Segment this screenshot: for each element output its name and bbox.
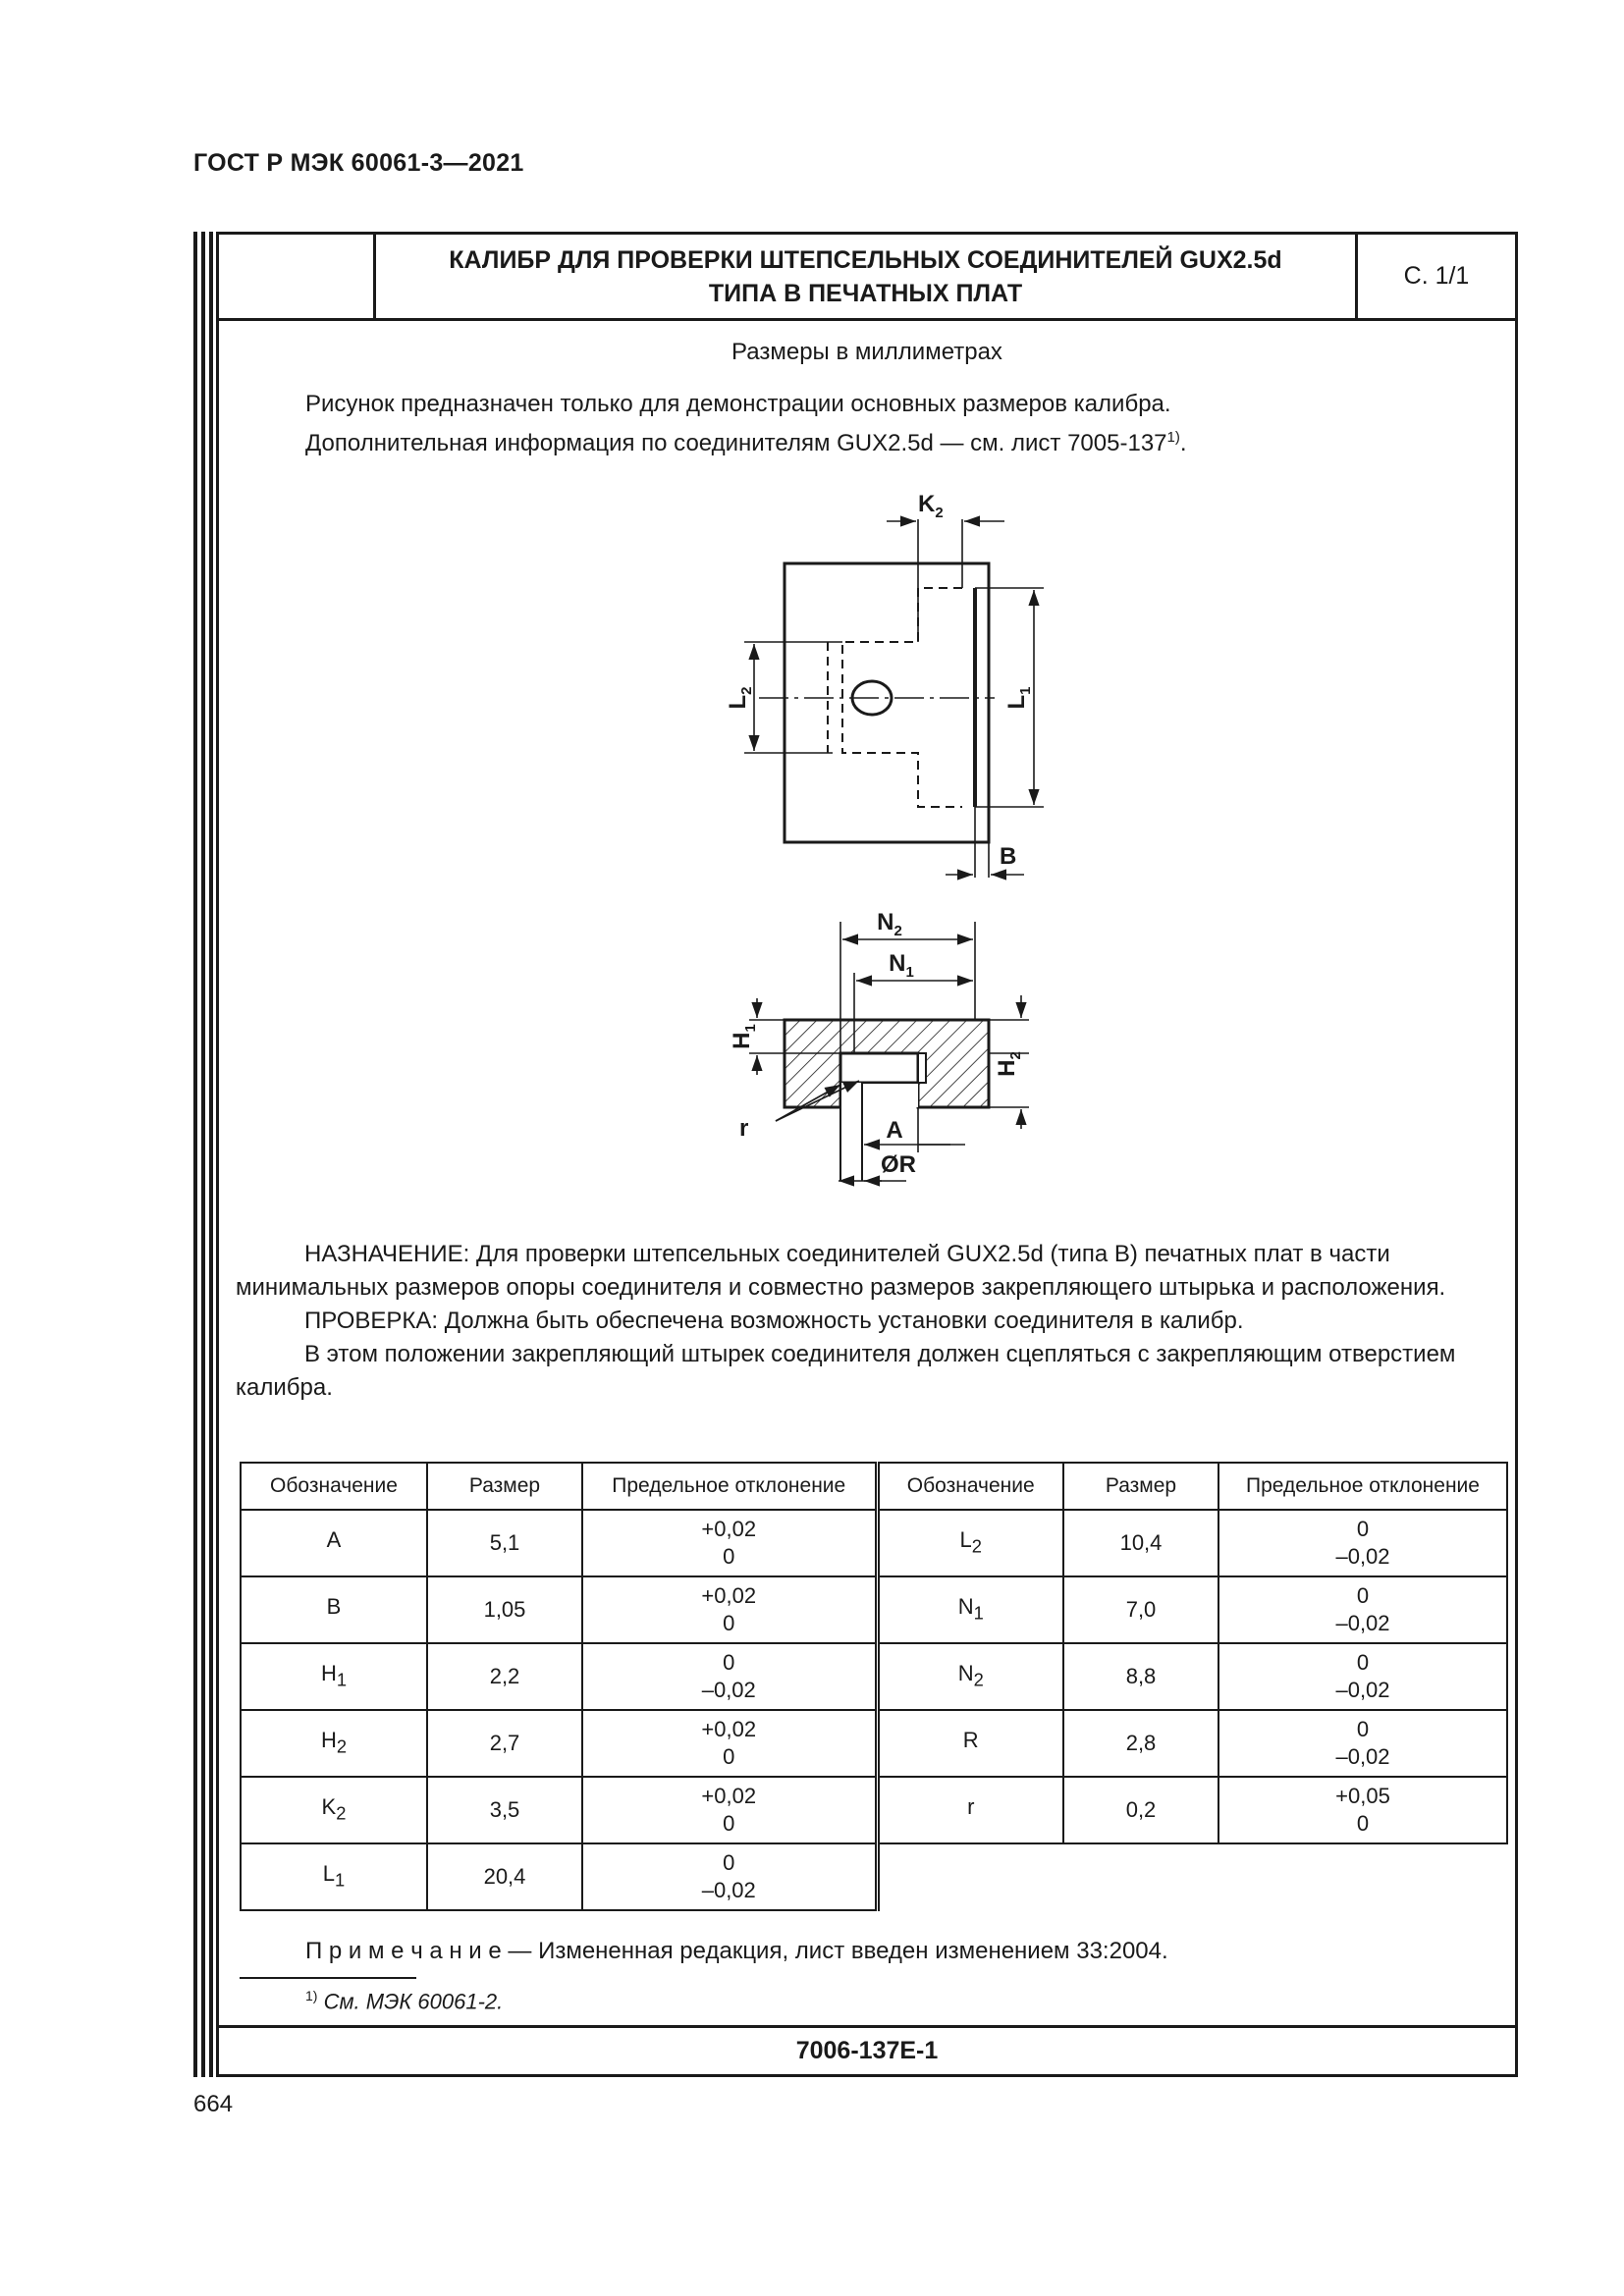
header-designation: Обозначение bbox=[877, 1463, 1063, 1510]
tolerance-cell: +0,02 0 bbox=[582, 1777, 877, 1843]
top-view bbox=[744, 519, 1044, 878]
pocket-cavity bbox=[840, 1053, 918, 1083]
note-label: П р и м е ч а н и е bbox=[305, 1938, 502, 1964]
gauge-body-outline bbox=[785, 563, 989, 842]
footnote-separator bbox=[240, 1977, 416, 1979]
table-row bbox=[241, 1710, 1507, 1777]
label-H1: $H_1$ bbox=[729, 1024, 759, 1049]
designation-cell: R bbox=[877, 1710, 1063, 1777]
page-ref: С. 1/1 bbox=[1403, 262, 1470, 290]
left-margin-bar bbox=[201, 232, 205, 2077]
size-cell: 1,05 bbox=[427, 1576, 582, 1643]
tolerance-cell: +0,05 0 bbox=[1218, 1777, 1507, 1843]
size-cell: 2,8 bbox=[1063, 1710, 1218, 1777]
label-A: A bbox=[886, 1117, 903, 1144]
size-cell: 2,2 bbox=[427, 1643, 582, 1710]
label-L1: $L_1$ bbox=[1003, 686, 1034, 710]
designation-cell: $L_2$ bbox=[877, 1510, 1063, 1576]
title-line-2: ТИПА В ПЕЧАТНЫХ ПЛАТ bbox=[708, 279, 1023, 307]
footnote: $^{1)}$ См. МЭК 60061-2. bbox=[305, 1988, 504, 2014]
label-H2: $H_2$ bbox=[994, 1051, 1024, 1077]
left-margin-bar bbox=[193, 232, 197, 2077]
designation-cell: $N_1$ bbox=[877, 1576, 1063, 1643]
tolerance-cell: 0 –0,02 bbox=[1218, 1576, 1507, 1643]
label-R: ØR bbox=[881, 1151, 916, 1178]
designation-cell: r bbox=[877, 1777, 1063, 1843]
size-cell: 3,5 bbox=[427, 1777, 582, 1843]
footnote-ref: 1) bbox=[1166, 429, 1180, 446]
label-B: B bbox=[1000, 843, 1017, 870]
dimensions-table bbox=[240, 1462, 1508, 1911]
tolerance-cell: +0,02 0 bbox=[582, 1576, 877, 1643]
table-row bbox=[241, 1777, 1507, 1843]
label-r: r bbox=[739, 1115, 749, 1142]
table-header-row bbox=[241, 1463, 1507, 1510]
intro-line-1: Рисунок предназначен только для демонстрации основных размеров калибра. bbox=[305, 391, 1171, 417]
purpose-text bbox=[236, 1238, 1507, 1405]
units-note: Размеры в миллиметрах bbox=[731, 339, 1002, 365]
designation-cell: $H_1$ bbox=[241, 1643, 427, 1710]
gauge-drawing bbox=[219, 235, 1515, 1216]
table-row bbox=[241, 1843, 1507, 1910]
header-designation: Обозначение bbox=[241, 1463, 427, 1510]
label-N1: $N_1$ bbox=[889, 950, 914, 981]
position-paragraph: В этом положении закрепляющий штырек соединителя должен сцепляться с закрепляющим отверстием калибра. bbox=[236, 1341, 1456, 1401]
purpose-paragraph: НАЗНАЧЕНИЕ: Для проверки штепсельных соединителей GUX2.5d (типа B) печатных плат в части минимальных размеров опоры соединителя и совместно размеров закрепляющего штырька и расположения. bbox=[236, 1241, 1446, 1301]
tolerance-cell: 0 –0,02 bbox=[1218, 1643, 1507, 1710]
header-size: Размер bbox=[1063, 1463, 1218, 1510]
tolerance-cell: +0,02 0 bbox=[582, 1710, 877, 1777]
header-size: Размер bbox=[427, 1463, 582, 1510]
note bbox=[305, 1938, 1168, 1965]
tolerance-cell: 0 –0,02 bbox=[582, 1843, 877, 1910]
check-paragraph: ПРОВЕРКА: Должна быть обеспечена возможность установки соединителя в калибр. bbox=[304, 1308, 1244, 1334]
label-N2: $N_2$ bbox=[877, 909, 902, 939]
tolerance-cell: 0 –0,02 bbox=[582, 1643, 877, 1710]
sheet-frame bbox=[216, 232, 1518, 2077]
sheet-code: 7006-137E-1 bbox=[219, 2025, 1515, 2074]
note-text: — Измененная редакция, лист введен изменением 33:2004. bbox=[501, 1938, 1168, 1964]
label-L2: $L_2$ bbox=[725, 686, 755, 710]
size-cell: 0,2 bbox=[1063, 1777, 1218, 1843]
designation-cell: $N_2$ bbox=[877, 1643, 1063, 1710]
standard-id: ГОСТ Р МЭК 60061-3—2021 bbox=[193, 149, 524, 177]
designation-cell: $K_2$ bbox=[241, 1777, 427, 1843]
empty-cell bbox=[877, 1843, 1507, 1910]
intro-line-2: Дополнительная информация по соединителям GUX2.5d — см. лист 7005-137$^{1)}$. bbox=[305, 429, 1187, 456]
header-tolerance: Предельное отклонение bbox=[1218, 1463, 1507, 1510]
size-cell: 20,4 bbox=[427, 1843, 582, 1910]
table-row bbox=[241, 1510, 1507, 1576]
tolerance-cell: +0,02 0 bbox=[582, 1510, 877, 1576]
tolerance-cell: 0 –0,02 bbox=[1218, 1710, 1507, 1777]
designation-cell: $L_1$ bbox=[241, 1843, 427, 1910]
size-cell: 2,7 bbox=[427, 1710, 582, 1777]
left-margin-bar bbox=[209, 232, 213, 2077]
tolerance-cell: 0 –0,02 bbox=[1218, 1510, 1507, 1576]
designation-cell: $H_2$ bbox=[241, 1710, 427, 1777]
page-number: 664 bbox=[193, 2091, 234, 2117]
table-row bbox=[241, 1576, 1507, 1643]
designation-cell: A bbox=[241, 1510, 427, 1576]
size-cell: 10,4 bbox=[1063, 1510, 1218, 1576]
designation-cell: B bbox=[241, 1576, 427, 1643]
size-cell: 7,0 bbox=[1063, 1576, 1218, 1643]
title-line-1: КАЛИБР ДЛЯ ПРОВЕРКИ ШТЕПСЕЛЬНЫХ СОЕДИНИТЕЛЕЙ GUX2.5d bbox=[449, 245, 1282, 274]
size-cell: 5,1 bbox=[427, 1510, 582, 1576]
table-row bbox=[241, 1643, 1507, 1710]
header-tolerance: Предельное отклонение bbox=[582, 1463, 877, 1510]
size-cell: 8,8 bbox=[1063, 1643, 1218, 1710]
label-K2: $K_2$ bbox=[918, 491, 944, 521]
